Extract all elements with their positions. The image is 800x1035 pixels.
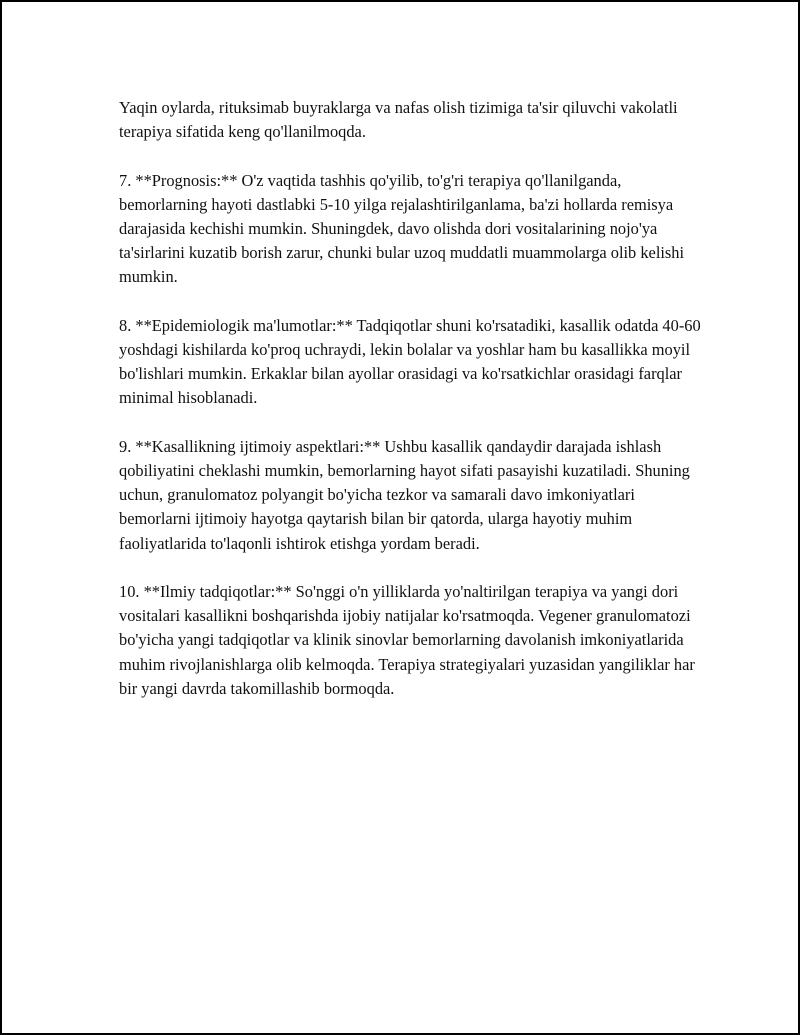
paragraph-social-aspects: 9. **Kasallikning ijtimoiy aspektlari:** Ushbu kasallik qandaydir darajada ishlash qobiliyatini cheklashi mumkin, bemorlarning hayot sifati pasayishi kuzatiladi. Shuning uchun, granulomatoz polyangit bo'yicha tezkor va samarali davo imkoniyatlari bemorlarni ijtimoiy hayotga qaytarish bilan bir qatorda, ularga hayotiy muhim faoliyatlarida to'laqonli ishtirok etishga yordam beradi. [119,436,690,553]
paragraph-prognosis: 7. **Prognosis:** O'z vaqtida tashhis qo'yilib, to'g'ri terapiya qo'llanilganda, bemorlarning hayoti dastlabki 5-10 yilga rejalashtirilganlama, ba'zi hollarda remisya darajasida kechishi mumkin. Shuningdek, davo olishda dori vositalarining nojo'ya ta'sirlarini kuzatib borish zarur, chunki bular uzoq muddatli muammolarga olib kelishi mumkin. [119,170,685,287]
paragraph-intro: Yaqin oylarda, rituksimab buyraklarga va nafas olish tizimiga ta'sir qiluvchi vakolatli terapiya sifatida keng qo'llanilmoqda. [119,98,678,142]
paragraph-research: 10. **Ilmiy tadqiqotlar:** So'nggi o'n yilliklarda yo'naltirilgan terapiya va yangi dori vositalari kasallikni boshqarishda ijobiy natijalar ko'rsatmoqda. Vegener granulomatozi bo'yicha yangi tadqiqotlar va klinik sinovlar bemorlarning davolanish imkoniyatlarida muhim rivojlanishlarga olib kelmoqda. Terapiya strategiyalari yuzasidan yangiliklar har bir yangi davrda takomillashib bormoqda. [119,582,695,698]
document-body [119,96,709,725]
paragraph-epidemiology: 8. **Epidemiologik ma'lumotlar:** Tadqiqotlar shuni ko'rsatadiki, kasallik odatda 40-60 yoshdagi kishilarda ko'proq uchraydi, lekin bolalar va yoshlar ham bu kasallikka moyil bo'lishlari mumkin. Erkaklar bilan ayollar orasidagi va ko'rsatkichlar orasidagi farqlar minimal hisoblanadi. [119,315,701,408]
